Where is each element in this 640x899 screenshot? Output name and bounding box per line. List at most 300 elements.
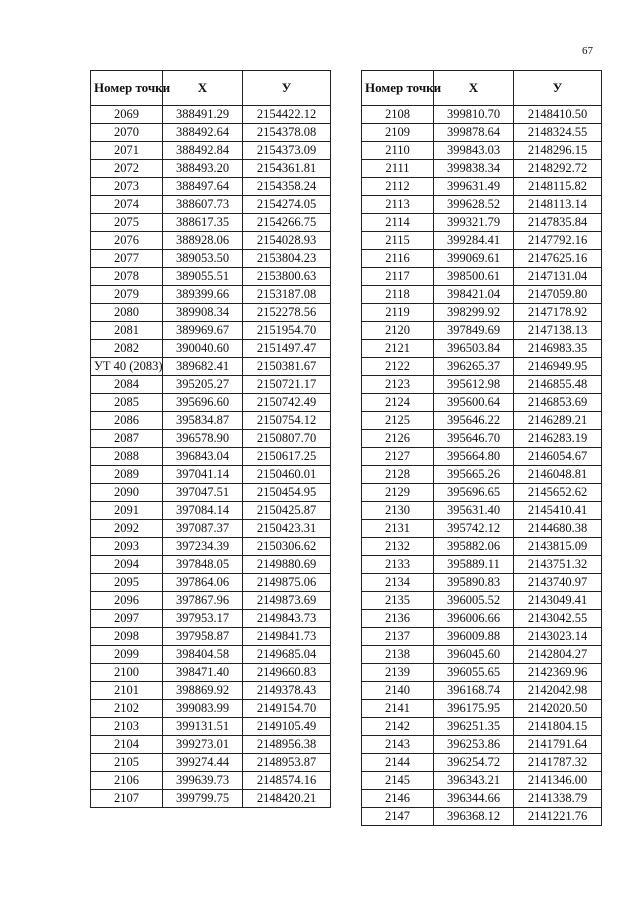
table-row <box>362 124 602 142</box>
y-coordinate-cell: 2142804.27 <box>514 646 602 664</box>
y-coordinate-cell: 2148115.82 <box>514 178 602 196</box>
point-number-cell: 2101 <box>91 682 163 700</box>
x-coordinate-cell: 396343.21 <box>434 772 514 790</box>
point-number-cell: 2145 <box>362 772 434 790</box>
point-number-cell: 2122 <box>362 358 434 376</box>
table-row <box>362 790 602 808</box>
y-coordinate-cell: 2153800.63 <box>243 268 331 286</box>
table-row <box>362 340 602 358</box>
x-coordinate-cell: 389055.51 <box>163 268 243 286</box>
y-coordinate-cell: 2149873.69 <box>243 592 331 610</box>
x-coordinate-cell: 398299.92 <box>434 304 514 322</box>
table-row <box>362 304 602 322</box>
table-row <box>362 430 602 448</box>
y-coordinate-cell: 2141346.00 <box>514 772 602 790</box>
point-number-cell: 2107 <box>91 790 163 808</box>
table-row <box>91 646 331 664</box>
y-coordinate-cell: 2146853.69 <box>514 394 602 412</box>
table-row <box>91 394 331 412</box>
table-row <box>91 790 331 808</box>
table-row <box>362 574 602 592</box>
x-coordinate-cell: 388492.84 <box>163 142 243 160</box>
x-coordinate-cell: 395665.26 <box>434 466 514 484</box>
y-coordinate-cell: 2154266.75 <box>243 214 331 232</box>
table-row <box>362 376 602 394</box>
point-number-cell: 2139 <box>362 664 434 682</box>
table-row <box>91 682 331 700</box>
x-coordinate-cell: 397047.51 <box>163 484 243 502</box>
point-number-cell: 2131 <box>362 520 434 538</box>
x-coordinate-cell: 396843.04 <box>163 448 243 466</box>
point-number-cell: 2137 <box>362 628 434 646</box>
point-number-cell: 2106 <box>91 772 163 790</box>
x-coordinate-cell: 399273.01 <box>163 736 243 754</box>
table-row <box>362 106 602 124</box>
x-coordinate-cell: 395205.27 <box>163 376 243 394</box>
table-row <box>362 538 602 556</box>
table-row <box>91 412 331 430</box>
y-coordinate-cell: 2148292.72 <box>514 160 602 178</box>
point-number-cell: 2144 <box>362 754 434 772</box>
x-coordinate-cell: 388492.64 <box>163 124 243 142</box>
x-coordinate-cell: 397041.14 <box>163 466 243 484</box>
point-number-cell: 2138 <box>362 646 434 664</box>
table-body-right <box>362 106 602 826</box>
y-coordinate-cell: 2148113.14 <box>514 196 602 214</box>
y-coordinate-cell: 2150617.25 <box>243 448 331 466</box>
point-number-cell: 2089 <box>91 466 163 484</box>
y-coordinate-cell: 2147792.16 <box>514 232 602 250</box>
table-row <box>91 340 331 358</box>
table-row <box>362 178 602 196</box>
page-number: 67 <box>582 45 593 57</box>
table-row <box>91 448 331 466</box>
x-coordinate-cell: 395696.65 <box>434 484 514 502</box>
table-row <box>362 754 602 772</box>
coordinates-table-right <box>361 70 602 826</box>
y-coordinate-cell: 2148956.38 <box>243 736 331 754</box>
table-row <box>362 232 602 250</box>
table-row <box>362 610 602 628</box>
table-row <box>91 160 331 178</box>
point-number-cell: 2076 <box>91 232 163 250</box>
table-row <box>362 448 602 466</box>
y-coordinate-cell: 2143815.09 <box>514 538 602 556</box>
y-coordinate-cell: 2152278.56 <box>243 304 331 322</box>
x-coordinate-cell: 396368.12 <box>434 808 514 826</box>
y-coordinate-cell: 2146949.95 <box>514 358 602 376</box>
y-coordinate-cell: 2149880.69 <box>243 556 331 574</box>
y-coordinate-cell: 2147131.04 <box>514 268 602 286</box>
x-coordinate-cell: 395882.06 <box>434 538 514 556</box>
table-row <box>91 250 331 268</box>
y-coordinate-cell: 2149841.73 <box>243 628 331 646</box>
x-coordinate-cell: 396344.66 <box>434 790 514 808</box>
y-coordinate-cell: 2150754.12 <box>243 412 331 430</box>
x-coordinate-cell: 396254.72 <box>434 754 514 772</box>
x-coordinate-cell: 396168.74 <box>434 682 514 700</box>
y-coordinate-cell: 2151497.47 <box>243 340 331 358</box>
y-coordinate-cell: 2143740.97 <box>514 574 602 592</box>
point-number-cell: 2146 <box>362 790 434 808</box>
y-coordinate-cell: 2141804.15 <box>514 718 602 736</box>
point-number-cell: 2117 <box>362 268 434 286</box>
y-coordinate-cell: 2145410.41 <box>514 502 602 520</box>
table-row <box>91 772 331 790</box>
y-coordinate-cell: 2150460.01 <box>243 466 331 484</box>
point-number-cell: УТ 40 (2083) <box>91 358 163 376</box>
table-row <box>362 268 602 286</box>
x-coordinate-cell: 399284.41 <box>434 232 514 250</box>
y-coordinate-cell: 2154373.09 <box>243 142 331 160</box>
point-number-cell: 2116 <box>362 250 434 268</box>
point-number-cell: 2081 <box>91 322 163 340</box>
x-coordinate-cell: 399843.03 <box>434 142 514 160</box>
y-coordinate-cell: 2154274.05 <box>243 196 331 214</box>
y-coordinate-cell: 2142369.96 <box>514 664 602 682</box>
table-row <box>91 718 331 736</box>
y-coordinate-cell: 2147138.13 <box>514 322 602 340</box>
x-coordinate-cell: 389053.50 <box>163 250 243 268</box>
point-number-cell: 2094 <box>91 556 163 574</box>
point-number-cell: 2109 <box>362 124 434 142</box>
point-number-cell: 2085 <box>91 394 163 412</box>
table-row <box>91 196 331 214</box>
y-coordinate-cell: 2145652.62 <box>514 484 602 502</box>
point-number-cell: 2073 <box>91 178 163 196</box>
x-coordinate-cell: 389908.34 <box>163 304 243 322</box>
y-coordinate-cell: 2143042.55 <box>514 610 602 628</box>
header-y: У <box>243 71 331 106</box>
y-coordinate-cell: 2150742.49 <box>243 394 331 412</box>
header-point-number: Номер точки <box>362 71 434 106</box>
x-coordinate-cell: 389969.67 <box>163 322 243 340</box>
point-number-cell: 2115 <box>362 232 434 250</box>
point-number-cell: 2095 <box>91 574 163 592</box>
table-row <box>91 610 331 628</box>
x-coordinate-cell: 396503.84 <box>434 340 514 358</box>
y-coordinate-cell: 2153187.08 <box>243 286 331 304</box>
point-number-cell: 2082 <box>91 340 163 358</box>
point-number-cell: 2111 <box>362 160 434 178</box>
y-coordinate-cell: 2148410.50 <box>514 106 602 124</box>
y-coordinate-cell: 2150425.87 <box>243 502 331 520</box>
y-coordinate-cell: 2146855.48 <box>514 376 602 394</box>
y-coordinate-cell: 2154378.08 <box>243 124 331 142</box>
y-coordinate-cell: 2154028.93 <box>243 232 331 250</box>
header-point-number: Номер точки <box>91 71 163 106</box>
x-coordinate-cell: 396005.52 <box>434 592 514 610</box>
point-number-cell: 2121 <box>362 340 434 358</box>
table-row <box>91 736 331 754</box>
x-coordinate-cell: 397867.96 <box>163 592 243 610</box>
table-row <box>362 628 602 646</box>
y-coordinate-cell: 2153804.23 <box>243 250 331 268</box>
point-number-cell: 2120 <box>362 322 434 340</box>
y-coordinate-cell: 2154358.24 <box>243 178 331 196</box>
x-coordinate-cell: 395600.64 <box>434 394 514 412</box>
y-coordinate-cell: 2148324.55 <box>514 124 602 142</box>
x-coordinate-cell: 399069.61 <box>434 250 514 268</box>
table-row <box>362 412 602 430</box>
point-number-cell: 2133 <box>362 556 434 574</box>
x-coordinate-cell: 399631.49 <box>434 178 514 196</box>
x-coordinate-cell: 388493.20 <box>163 160 243 178</box>
y-coordinate-cell: 2148420.21 <box>243 790 331 808</box>
point-number-cell: 2072 <box>91 160 163 178</box>
x-coordinate-cell: 397958.87 <box>163 628 243 646</box>
y-coordinate-cell: 2154361.81 <box>243 160 331 178</box>
table-row <box>362 808 602 826</box>
point-number-cell: 2130 <box>362 502 434 520</box>
y-coordinate-cell: 2141221.76 <box>514 808 602 826</box>
table-row <box>91 520 331 538</box>
y-coordinate-cell: 2150381.67 <box>243 358 331 376</box>
point-number-cell: 2142 <box>362 718 434 736</box>
x-coordinate-cell: 397848.05 <box>163 556 243 574</box>
point-number-cell: 2141 <box>362 700 434 718</box>
y-coordinate-cell: 2150306.62 <box>243 538 331 556</box>
table-row <box>362 736 602 754</box>
y-coordinate-cell: 2148953.87 <box>243 754 331 772</box>
table-row <box>91 538 331 556</box>
table-row <box>362 646 602 664</box>
y-coordinate-cell: 2149154.70 <box>243 700 331 718</box>
x-coordinate-cell: 399838.34 <box>434 160 514 178</box>
y-coordinate-cell: 2149685.04 <box>243 646 331 664</box>
point-number-cell: 2079 <box>91 286 163 304</box>
x-coordinate-cell: 395664.80 <box>434 448 514 466</box>
x-coordinate-cell: 388928.06 <box>163 232 243 250</box>
table-row <box>362 358 602 376</box>
y-coordinate-cell: 2146283.19 <box>514 430 602 448</box>
table-row <box>91 466 331 484</box>
header-y: У <box>514 71 602 106</box>
y-coordinate-cell: 2141338.79 <box>514 790 602 808</box>
x-coordinate-cell: 399639.73 <box>163 772 243 790</box>
table-row <box>91 322 331 340</box>
table-row <box>362 520 602 538</box>
x-coordinate-cell: 396045.60 <box>434 646 514 664</box>
y-coordinate-cell: 2144680.38 <box>514 520 602 538</box>
table-row <box>91 592 331 610</box>
x-coordinate-cell: 395742.12 <box>434 520 514 538</box>
point-number-cell: 2105 <box>91 754 163 772</box>
table-row <box>91 628 331 646</box>
point-number-cell: 2125 <box>362 412 434 430</box>
point-number-cell: 2074 <box>91 196 163 214</box>
x-coordinate-cell: 395834.87 <box>163 412 243 430</box>
point-number-cell: 2099 <box>91 646 163 664</box>
y-coordinate-cell: 2147835.84 <box>514 214 602 232</box>
y-coordinate-cell: 2148296.15 <box>514 142 602 160</box>
table-row <box>362 772 602 790</box>
point-number-cell: 2086 <box>91 412 163 430</box>
point-number-cell: 2069 <box>91 106 163 124</box>
point-number-cell: 2070 <box>91 124 163 142</box>
y-coordinate-cell: 2141791.64 <box>514 736 602 754</box>
point-number-cell: 2075 <box>91 214 163 232</box>
point-number-cell: 2140 <box>362 682 434 700</box>
table-row <box>362 484 602 502</box>
x-coordinate-cell: 396175.95 <box>434 700 514 718</box>
point-number-cell: 2091 <box>91 502 163 520</box>
point-number-cell: 2112 <box>362 178 434 196</box>
x-coordinate-cell: 398500.61 <box>434 268 514 286</box>
point-number-cell: 2098 <box>91 628 163 646</box>
table-row <box>362 592 602 610</box>
point-number-cell: 2080 <box>91 304 163 322</box>
point-number-cell: 2090 <box>91 484 163 502</box>
x-coordinate-cell: 388607.73 <box>163 196 243 214</box>
point-number-cell: 2129 <box>362 484 434 502</box>
x-coordinate-cell: 398471.40 <box>163 664 243 682</box>
point-number-cell: 2092 <box>91 520 163 538</box>
x-coordinate-cell: 395696.60 <box>163 394 243 412</box>
table-row <box>362 286 602 304</box>
table-row <box>91 700 331 718</box>
y-coordinate-cell: 2149660.83 <box>243 664 331 682</box>
x-coordinate-cell: 399321.79 <box>434 214 514 232</box>
table-header-row <box>362 71 602 106</box>
x-coordinate-cell: 395646.70 <box>434 430 514 448</box>
point-number-cell: 2093 <box>91 538 163 556</box>
x-coordinate-cell: 399083.99 <box>163 700 243 718</box>
x-coordinate-cell: 399878.64 <box>434 124 514 142</box>
x-coordinate-cell: 397087.37 <box>163 520 243 538</box>
point-number-cell: 2113 <box>362 196 434 214</box>
x-coordinate-cell: 390040.60 <box>163 340 243 358</box>
point-number-cell: 2110 <box>362 142 434 160</box>
point-number-cell: 2077 <box>91 250 163 268</box>
table-row <box>91 376 331 394</box>
y-coordinate-cell: 2149875.06 <box>243 574 331 592</box>
x-coordinate-cell: 399810.70 <box>434 106 514 124</box>
table-row <box>91 124 331 142</box>
x-coordinate-cell: 397849.69 <box>434 322 514 340</box>
y-coordinate-cell: 2147178.92 <box>514 304 602 322</box>
point-number-cell: 2118 <box>362 286 434 304</box>
table-row <box>91 142 331 160</box>
point-number-cell: 2136 <box>362 610 434 628</box>
y-coordinate-cell: 2150454.95 <box>243 484 331 502</box>
y-coordinate-cell: 2146054.67 <box>514 448 602 466</box>
point-number-cell: 2108 <box>362 106 434 124</box>
y-coordinate-cell: 2143023.14 <box>514 628 602 646</box>
point-number-cell: 2097 <box>91 610 163 628</box>
table-row <box>91 106 331 124</box>
x-coordinate-cell: 398404.58 <box>163 646 243 664</box>
x-coordinate-cell: 397953.17 <box>163 610 243 628</box>
y-coordinate-cell: 2147625.16 <box>514 250 602 268</box>
x-coordinate-cell: 395646.22 <box>434 412 514 430</box>
y-coordinate-cell: 2142020.50 <box>514 700 602 718</box>
point-number-cell: 2103 <box>91 718 163 736</box>
x-coordinate-cell: 399131.51 <box>163 718 243 736</box>
table-row <box>362 700 602 718</box>
x-coordinate-cell: 398421.04 <box>434 286 514 304</box>
table-row <box>91 214 331 232</box>
x-coordinate-cell: 396055.65 <box>434 664 514 682</box>
point-number-cell: 2087 <box>91 430 163 448</box>
point-number-cell: 2114 <box>362 214 434 232</box>
x-coordinate-cell: 395889.11 <box>434 556 514 574</box>
table-row <box>362 556 602 574</box>
coordinates-table-left <box>90 70 331 808</box>
y-coordinate-cell: 2151954.70 <box>243 322 331 340</box>
table-row <box>91 232 331 250</box>
y-coordinate-cell: 2150423.31 <box>243 520 331 538</box>
table-row <box>91 430 331 448</box>
header-x: X <box>163 71 243 106</box>
x-coordinate-cell: 395612.98 <box>434 376 514 394</box>
point-number-cell: 2128 <box>362 466 434 484</box>
point-number-cell: 2078 <box>91 268 163 286</box>
x-coordinate-cell: 389682.41 <box>163 358 243 376</box>
x-coordinate-cell: 399274.44 <box>163 754 243 772</box>
y-coordinate-cell: 2154422.12 <box>243 106 331 124</box>
y-coordinate-cell: 2150721.17 <box>243 376 331 394</box>
table-row <box>91 268 331 286</box>
table-row <box>362 394 602 412</box>
table-row <box>362 160 602 178</box>
table-row <box>91 574 331 592</box>
table-row <box>362 142 602 160</box>
point-number-cell: 2119 <box>362 304 434 322</box>
x-coordinate-cell: 397234.39 <box>163 538 243 556</box>
table-row <box>91 556 331 574</box>
x-coordinate-cell: 396253.86 <box>434 736 514 754</box>
x-coordinate-cell: 395631.40 <box>434 502 514 520</box>
y-coordinate-cell: 2141787.32 <box>514 754 602 772</box>
table-row <box>362 718 602 736</box>
x-coordinate-cell: 388491.29 <box>163 106 243 124</box>
point-number-cell: 2084 <box>91 376 163 394</box>
y-coordinate-cell: 2149105.49 <box>243 718 331 736</box>
table-row <box>91 358 331 376</box>
table-row <box>91 286 331 304</box>
point-number-cell: 2104 <box>91 736 163 754</box>
table-row <box>362 502 602 520</box>
y-coordinate-cell: 2147059.80 <box>514 286 602 304</box>
x-coordinate-cell: 396006.66 <box>434 610 514 628</box>
table-row <box>362 682 602 700</box>
x-coordinate-cell: 397084.14 <box>163 502 243 520</box>
table-row <box>91 304 331 322</box>
point-number-cell: 2135 <box>362 592 434 610</box>
y-coordinate-cell: 2143049.41 <box>514 592 602 610</box>
point-number-cell: 2134 <box>362 574 434 592</box>
point-number-cell: 2123 <box>362 376 434 394</box>
y-coordinate-cell: 2146289.21 <box>514 412 602 430</box>
point-number-cell: 2071 <box>91 142 163 160</box>
table-body-left <box>91 106 331 808</box>
point-number-cell: 2088 <box>91 448 163 466</box>
header-x: X <box>434 71 514 106</box>
y-coordinate-cell: 2150807.70 <box>243 430 331 448</box>
y-coordinate-cell: 2146983.35 <box>514 340 602 358</box>
x-coordinate-cell: 389399.66 <box>163 286 243 304</box>
table-row <box>91 484 331 502</box>
x-coordinate-cell: 399628.52 <box>434 196 514 214</box>
x-coordinate-cell: 396578.90 <box>163 430 243 448</box>
table-row <box>91 664 331 682</box>
x-coordinate-cell: 397864.06 <box>163 574 243 592</box>
point-number-cell: 2143 <box>362 736 434 754</box>
x-coordinate-cell: 396265.37 <box>434 358 514 376</box>
x-coordinate-cell: 399799.75 <box>163 790 243 808</box>
x-coordinate-cell: 396009.88 <box>434 628 514 646</box>
